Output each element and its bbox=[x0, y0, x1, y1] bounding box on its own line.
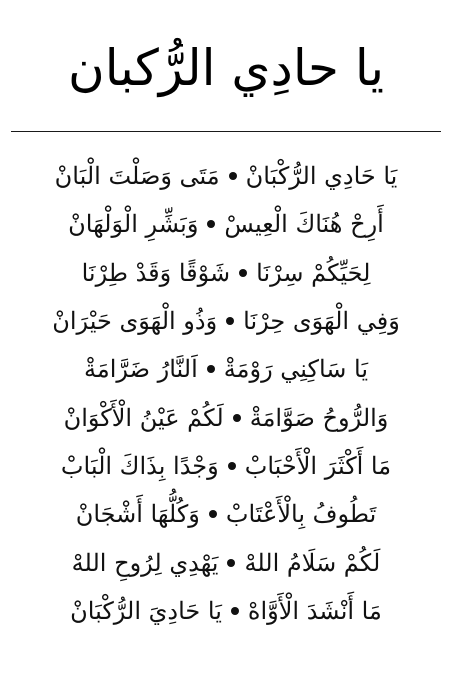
verse-list bbox=[0, 152, 452, 635]
verse-line bbox=[0, 345, 452, 393]
bullet-separator bbox=[239, 269, 247, 277]
verse-second-hemistich: يَهْدِي لِرُوحِ اللهْ bbox=[71, 548, 219, 577]
bullet-separator bbox=[207, 220, 215, 228]
verse-second-hemistich: اَلنَّارُ ضَرَّامَةْ bbox=[84, 355, 198, 384]
bullet-separator bbox=[228, 462, 236, 470]
verse-second-hemistich: لَكُمْ عَيْنُ الْأَكْوَانْ bbox=[63, 403, 224, 432]
poem-title: يا حادِي الرُّكبان bbox=[67, 39, 385, 97]
verse-first-hemistich: تَطُوفُ بِالْأَعْتَابْ bbox=[225, 500, 377, 529]
verse-line bbox=[0, 200, 452, 248]
verse-line bbox=[0, 538, 452, 586]
bullet-separator bbox=[227, 559, 235, 567]
verse-second-hemistich: يَا حَادِيَ الرُّكْبَانْ bbox=[70, 596, 222, 625]
verse-first-hemistich: يَا حَادِي الرُّكْبَانْ bbox=[245, 162, 398, 191]
bullet-separator bbox=[226, 317, 234, 325]
verse-line bbox=[0, 249, 452, 297]
verse-line bbox=[0, 490, 452, 538]
verse-first-hemistich: وَالرُّوحُ صَوَّامَةْ bbox=[249, 403, 389, 432]
verse-second-hemistich: وَجْدًا بِذَاكَ الْبَابْ bbox=[60, 451, 219, 480]
bullet-separator bbox=[229, 172, 237, 180]
verse-second-hemistich: وَبَشِّرِ الْوَلْهَانْ bbox=[68, 210, 199, 239]
verse-first-hemistich: لَكُمْ سَلَامُ اللهْ bbox=[244, 548, 381, 577]
verse-first-hemistich: مَا أَكْثَرَ الْأَحْبَابْ bbox=[244, 451, 392, 480]
verse-line bbox=[0, 152, 452, 200]
verse-first-hemistich: وَفِي الْهَوَى حِرْنَا bbox=[243, 307, 400, 336]
verse-second-hemistich: وَذُو الْهَوَى حَيْرَانْ bbox=[52, 307, 218, 336]
verse-second-hemistich: وَكُلُّهَا أَشْجَانْ bbox=[75, 500, 200, 529]
verse-first-hemistich: يَا سَاكِنِي رَوْمَةْ bbox=[223, 355, 369, 384]
verse-line bbox=[0, 442, 452, 490]
title-divider bbox=[11, 131, 441, 132]
bullet-separator bbox=[209, 510, 217, 518]
verse-first-hemistich: مَا أَنْشَدَ الْأَوَّاهْ bbox=[247, 596, 382, 625]
verse-line bbox=[0, 393, 452, 441]
verse-first-hemistich: لِحَيِّكُمْ سِرْنَا bbox=[256, 258, 371, 287]
verse-second-hemistich: شَوْقًا وَقَدْ طِرْنَا bbox=[81, 258, 231, 287]
bullet-separator bbox=[233, 414, 241, 422]
verse-second-hemistich: مَتَى وَصَلْتَ الْبَانْ bbox=[54, 162, 220, 191]
verse-line bbox=[0, 297, 452, 345]
bullet-separator bbox=[207, 365, 215, 373]
verse-line bbox=[0, 587, 452, 635]
verse-first-hemistich: أَرِحْ هُنَاكَ الْعِيسْ bbox=[224, 210, 384, 239]
bullet-separator bbox=[231, 607, 239, 615]
